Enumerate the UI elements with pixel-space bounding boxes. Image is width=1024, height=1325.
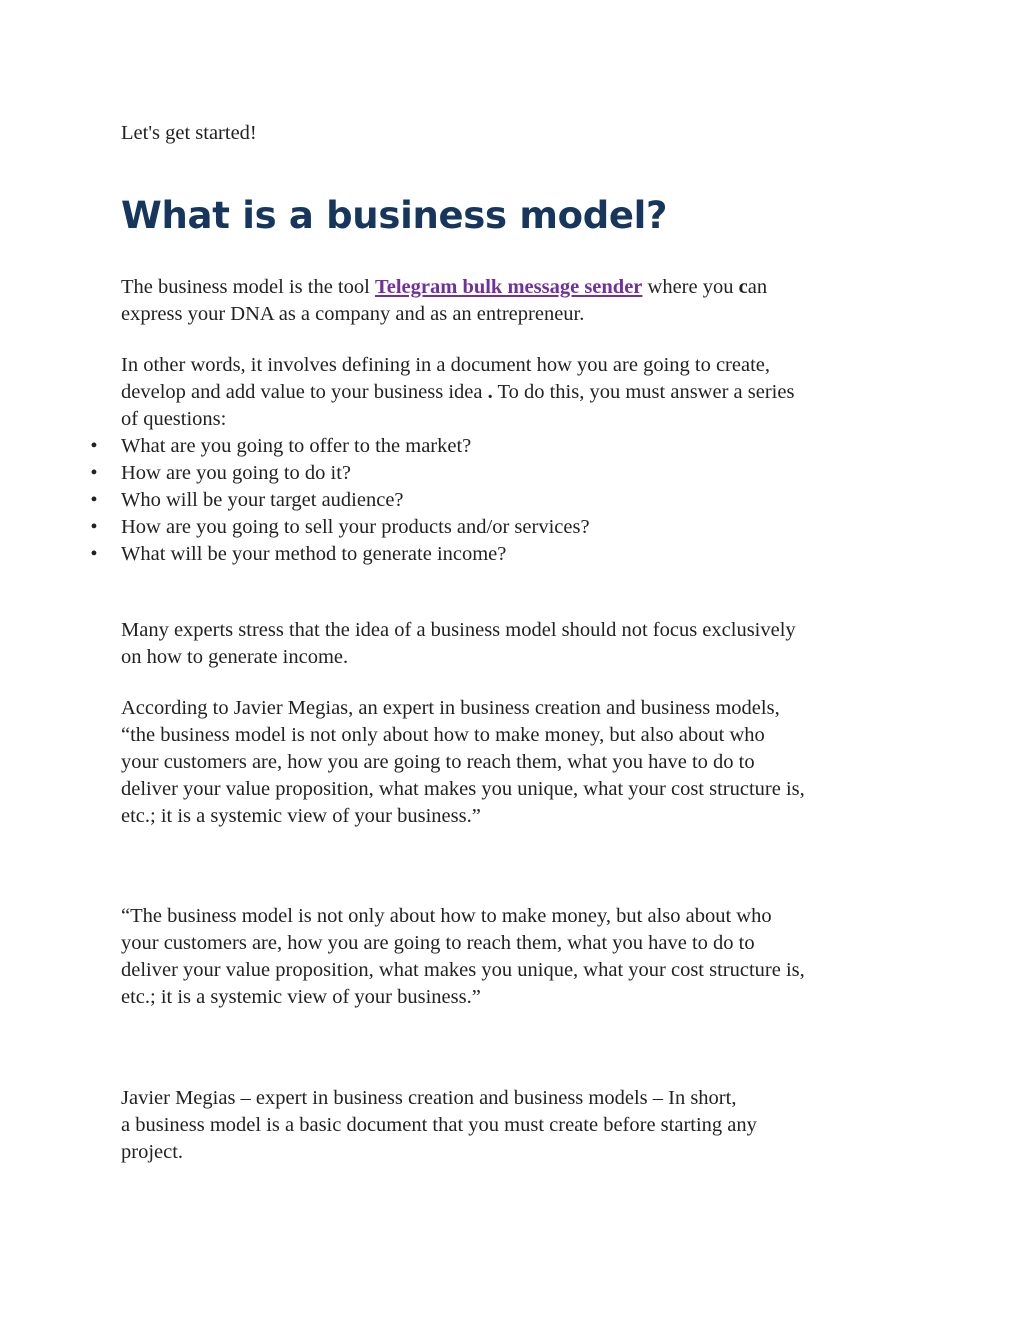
page-title: What is a business model? bbox=[121, 194, 668, 237]
paragraph-in-other-words bbox=[121, 352, 921, 433]
list-item-text: Who will be your target audience? bbox=[121, 489, 404, 511]
paragraph-line: of questions: bbox=[121, 408, 227, 430]
list-item-text: What will be your method to generate income? bbox=[121, 543, 507, 565]
paragraph-line: In other words, it involves defining in a document how you are going to create, bbox=[121, 354, 771, 376]
paragraph-line: express your DNA as a company and as an entrepreneur. bbox=[121, 303, 585, 325]
paragraph-line: According to Javier Megias, an expert in business creation and business models, bbox=[121, 697, 780, 719]
questions-list bbox=[90, 433, 921, 568]
paragraph-line: Javier Megias – expert in business creation and business models – In short, bbox=[121, 1087, 737, 1109]
text-segment: To do this, you must answer a series bbox=[492, 381, 795, 403]
list-item bbox=[90, 487, 921, 514]
pull-quote bbox=[121, 903, 921, 1011]
paragraph-line: etc.; it is a systemic view of your business.” bbox=[121, 986, 481, 1008]
paragraph-line: your customers are, how you are going to reach them, what you have to do to bbox=[121, 932, 755, 954]
paragraph-line: a business model is a basic document that you must create before starting any bbox=[121, 1114, 757, 1136]
bullet-icon: • bbox=[90, 516, 98, 538]
paragraph-line: on how to generate income. bbox=[121, 646, 349, 668]
text-segment: . bbox=[487, 381, 493, 403]
bullet-icon: • bbox=[90, 489, 98, 511]
paragraph-javier-megias bbox=[121, 695, 921, 830]
text-segment: where you bbox=[642, 276, 739, 298]
list-item bbox=[90, 433, 921, 460]
paragraph-experts bbox=[121, 617, 921, 671]
text-segment: an bbox=[747, 276, 768, 298]
paragraph-line: Many experts stress that the idea of a business model should not focus exclusively bbox=[121, 619, 796, 641]
list-item bbox=[90, 514, 921, 541]
text-segment: develop and add value to your business idea bbox=[121, 381, 488, 403]
bullet-icon: • bbox=[90, 543, 98, 565]
list-item-text: How are you going to do it? bbox=[121, 462, 352, 484]
paragraph-line bbox=[121, 274, 921, 301]
paragraph-line: project. bbox=[121, 1141, 184, 1163]
paragraph-tool-definition bbox=[121, 274, 921, 328]
paragraph-line bbox=[121, 379, 921, 406]
telegram-bulk-message-sender-link[interactable]: Telegram bulk message sender bbox=[374, 276, 643, 298]
list-item-text: What are you going to offer to the market? bbox=[121, 435, 472, 457]
paragraph-line: your customers are, how you are going to reach them, what you have to do to bbox=[121, 751, 755, 773]
paragraph-line: “the business model is not only about how to make money, but also about who bbox=[121, 724, 765, 746]
bullet-icon: • bbox=[90, 435, 98, 457]
list-item bbox=[90, 460, 921, 487]
paragraph-line: deliver your value proposition, what makes you unique, what your cost structure is, bbox=[121, 778, 805, 800]
paragraph-line: deliver your value proposition, what makes you unique, what your cost structure is, bbox=[121, 959, 805, 981]
bullet-icon: • bbox=[90, 462, 98, 484]
intro-text: Let's get started! bbox=[121, 122, 257, 144]
paragraph-line: etc.; it is a systemic view of your business.” bbox=[121, 805, 481, 827]
paragraph-in-short bbox=[121, 1085, 921, 1166]
list-item-text: How are you going to sell your products and/or services? bbox=[121, 516, 590, 538]
text-segment: The business model is the tool bbox=[121, 276, 375, 298]
list-item bbox=[90, 541, 921, 568]
text-segment: c bbox=[738, 276, 748, 298]
paragraph-line: “The business model is not only about how to make money, but also about who bbox=[121, 905, 772, 927]
